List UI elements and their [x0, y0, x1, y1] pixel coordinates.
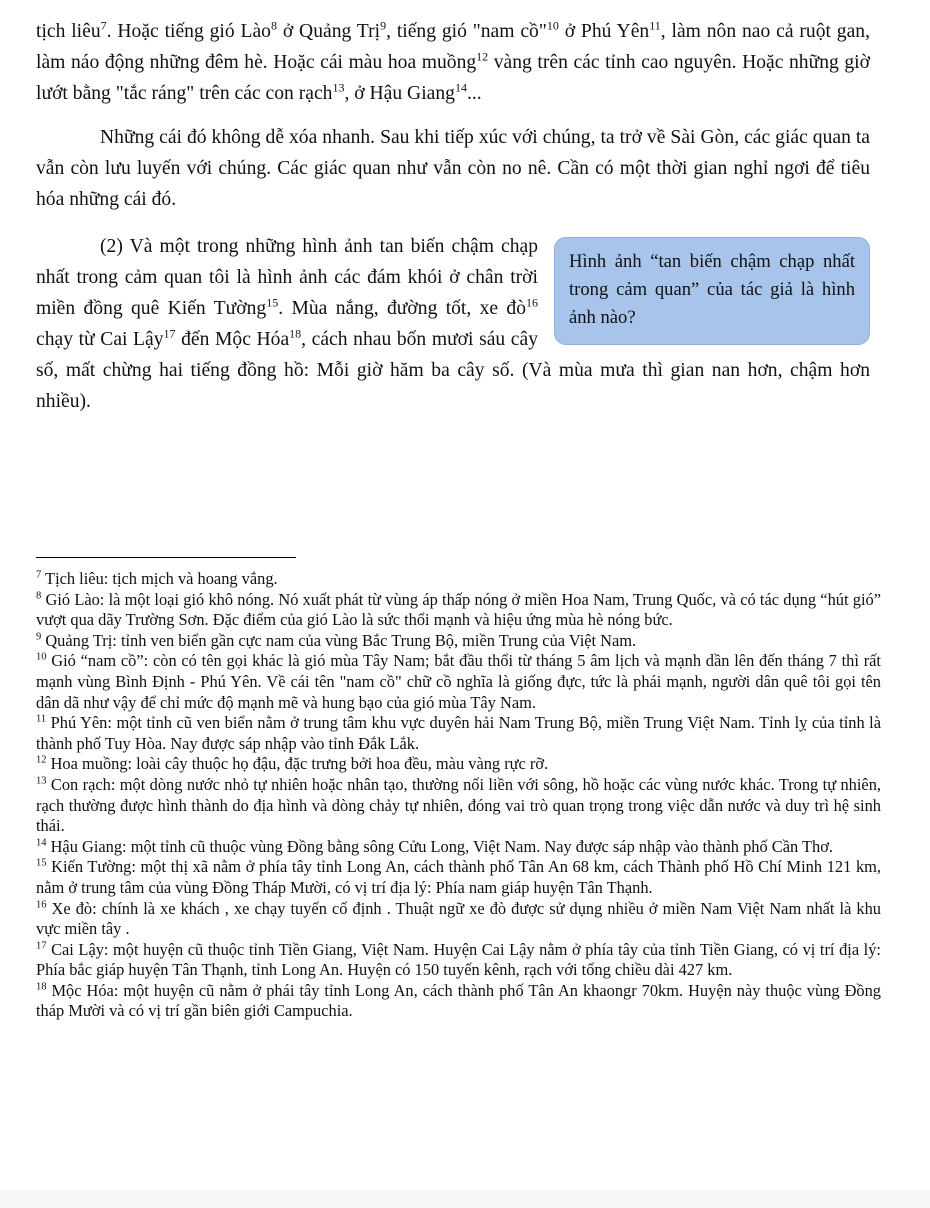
footnote-text: Kiến Tường: một thị xã nằm ở phía tây tỉnh Long An, cách thành phố Tân An 68 km, cách Thành phố Hồ Chí Minh 121 km, nằm ở trung tâm của vùng Đồng Tháp Mười, có vị trí địa lý: Phía nam giáp huyện Tân Thạnh. — [36, 857, 881, 897]
text-run: vàng trên các tỉnh cao nguyên. Hoặc những giờ lướt bằng "tắc ráng" trên các con rạch — [36, 52, 870, 104]
text-run: ở Phú Yên — [558, 21, 650, 42]
question-text: Hình ảnh “tan biến chậm chạp nhất trong cảm quan” của tác giả là hình ảnh nào? — [569, 251, 855, 328]
footnote-10 — [36, 651, 881, 713]
footnote-number: 14 — [36, 837, 47, 849]
footnote-ref[interactable]: 12 — [476, 49, 489, 64]
footnote-ref[interactable]: 8 — [270, 18, 277, 33]
text-run: ... — [466, 83, 482, 104]
footnote-8 — [36, 590, 881, 631]
text-run: . Hoặc tiếng gió Lào — [106, 21, 271, 42]
text-run: , cách nhau bốn mươi sáu cây số, mất chừng hai tiếng đồng hồ: Mỗi giờ hăm ba cây số. (Và mùa mưa thì gian nan hơn, chậm hơn nhiều). — [36, 329, 870, 412]
footnote-11 — [36, 713, 881, 754]
footnote-ref[interactable]: 11 — [649, 18, 661, 33]
footnote-14 — [36, 837, 881, 858]
text-run: (2) Và một trong những hình ảnh tan biến chậm chạp nhất trong cảm quan tôi là hình ảnh các đám khói ở chân trời miền đồng quê Kiến Tường — [36, 236, 538, 319]
footnote-text: Con rạch: một dòng nước nhỏ tự nhiên hoặc nhân tạo, thường nối liền với sông, hồ hoặc các vùng nước khác. Trong tự nhiên, rạch thường được hình thành do địa hình và dòng chảy tự nhiên, đóng vai trò quan trọng trong việc dẫn nước và duy trì hệ sinh thái. — [36, 774, 881, 836]
footnotes-section — [36, 569, 881, 1022]
footnote-text: Quảng Trị: tỉnh ven biển gần cực nam của vùng Bắc Trung Bộ, miền Trung của Việt Nam. — [41, 630, 637, 650]
footnote-9 — [36, 631, 881, 652]
footnote-number: 15 — [36, 857, 47, 869]
question-callout — [554, 237, 870, 345]
footnote-text: Hoa muồng: loài cây thuộc họ đậu, đặc trưng bởi hoa đều, màu vàng rực rỡ. — [46, 754, 549, 774]
footnote-number: 8 — [36, 590, 42, 602]
footnote-text: Phú Yên: một tỉnh cũ ven biển nằm ở trung tâm khu vực duyên hải Nam Trung Bộ, miền Trung Việt Nam. Tỉnh lỵ của tỉnh là thành phố Tuy Hòa. Nay được sáp nhập vào tỉnh Đắk Lắk. — [36, 713, 881, 753]
footnote-separator — [36, 557, 296, 558]
footnote-text: Gió “nam cồ”: còn có tên gọi khác là gió mùa Tây Nam; bắt đầu thổi từ tháng 5 âm lịch và mạnh dần lên đến tháng 7 thì rất mạnh vùng Bình Định - Phú Yên. Về cái tên "nam cồ" chữ cồ nghĩa là giống đực, tức là phái mạnh, người dân quê tôi gọi tên dân dã như vậy để chỉ mức độ mạnh mẽ và hung bạo của gió mùa Tây Nam. — [36, 651, 881, 712]
footnote-15 — [36, 857, 881, 898]
footnote-number: 18 — [36, 981, 47, 993]
text-run: ở Quảng Trị — [276, 21, 381, 42]
footnote-number: 16 — [36, 899, 47, 911]
footnote-ref[interactable]: 14 — [454, 80, 467, 95]
footnote-18 — [36, 981, 881, 1022]
text-run: chạy từ Cai Lậy — [36, 329, 164, 350]
footnote-number: 12 — [36, 754, 47, 766]
footnote-text: Hậu Giang: một tỉnh cũ thuộc vùng Đồng bằng sông Cửu Long, Việt Nam. Nay được sáp nhập vào thành phố Cần Thơ. — [46, 836, 833, 856]
text-run: đến Mộc Hóa — [175, 329, 290, 350]
footnote-number: 10 — [36, 651, 47, 663]
paragraph-2: Những cái đó không dễ xóa nhanh. Sau khi tiếp xúc với chúng, ta trở về Sài Gòn, các giác quan ta vẫn còn lưu luyến với chúng. Các giác quan như vẫn còn no nê. Cần có một thời gian nghỉ ngơi để tiêu hóa những cái đó. — [36, 127, 870, 210]
footnote-ref[interactable]: 16 — [526, 295, 539, 310]
footnote-ref[interactable]: 9 — [380, 18, 387, 33]
footnote-number: 11 — [36, 713, 47, 725]
footnote-7 — [36, 569, 881, 590]
paragraph-3 — [36, 231, 870, 417]
footnote-17 — [36, 940, 881, 981]
footnote-text: Xe đò: chính là xe khách , xe chạy tuyến cố định . Thuật ngữ xe đò được sử dụng nhiều ở miền Nam Việt Nam nhất là khu vực miền tây . — [36, 898, 881, 939]
text-run: , tiếng gió "nam cồ" — [386, 21, 547, 42]
text-run: tịch liêu — [36, 21, 101, 42]
footnote-number: 9 — [36, 631, 42, 643]
footnote-number: 13 — [36, 775, 47, 787]
footnote-16 — [36, 899, 881, 940]
text-run: , làm nôn nao cả ruột gan, làm náo động những đêm hè. Hoặc cái màu hoa muồng — [36, 21, 871, 73]
text-run: . Mùa nắng, đường tốt, xe đò — [278, 298, 527, 319]
text-run: , ở Hậu Giang — [344, 83, 455, 104]
footnote-text: Cai Lậy: một huyện cũ thuộc tỉnh Tiền Giang, Việt Nam. Huyện Cai Lậy nằm ở phía tây của tỉnh Tiền Giang, có vị trí địa lý: Phía bắc giáp huyện Tân Thạnh, tỉnh Long An. Huyện có 150 tuyến kênh, rạch với tổng chiều dài 427 km. — [36, 939, 881, 980]
footnote-text: Tịch liêu: tịch mịch và hoang vắng. — [41, 569, 278, 588]
footnote-ref[interactable]: 18 — [289, 326, 302, 341]
footnote-ref[interactable]: 15 — [266, 295, 279, 310]
footnote-ref[interactable]: 17 — [163, 326, 176, 341]
footnote-number: 7 — [36, 569, 42, 581]
page-bottom-edge — [0, 1190, 930, 1208]
footnote-text: Gió Lào: là một loại gió khô nóng. Nó xuất phát từ vùng áp thấp nóng ở miền Hoa Nam, Trung Quốc, và có tác dụng “hút gió” vượt qua dãy Trường Sơn. Đặc điểm của gió Lào là sức thổi mạnh và hiệu ứng mùa hè nóng bức. — [36, 589, 881, 630]
footnote-number: 17 — [36, 940, 47, 952]
footnote-ref[interactable]: 13 — [332, 80, 345, 95]
footnote-12 — [36, 754, 881, 775]
paragraph-1 — [36, 16, 870, 109]
footnote-text: Mộc Hóa: một huyện cũ nằm ở phái tây tỉnh Long An, cách thành phố Tân An khaongr 70km. Huyện này thuộc vùng Đồng tháp Mười và có vị trí gần biên giới Campuchia. — [36, 980, 881, 1021]
footnote-13 — [36, 775, 881, 837]
footnote-ref[interactable]: 10 — [546, 18, 559, 33]
footnote-ref[interactable]: 7 — [100, 18, 107, 33]
